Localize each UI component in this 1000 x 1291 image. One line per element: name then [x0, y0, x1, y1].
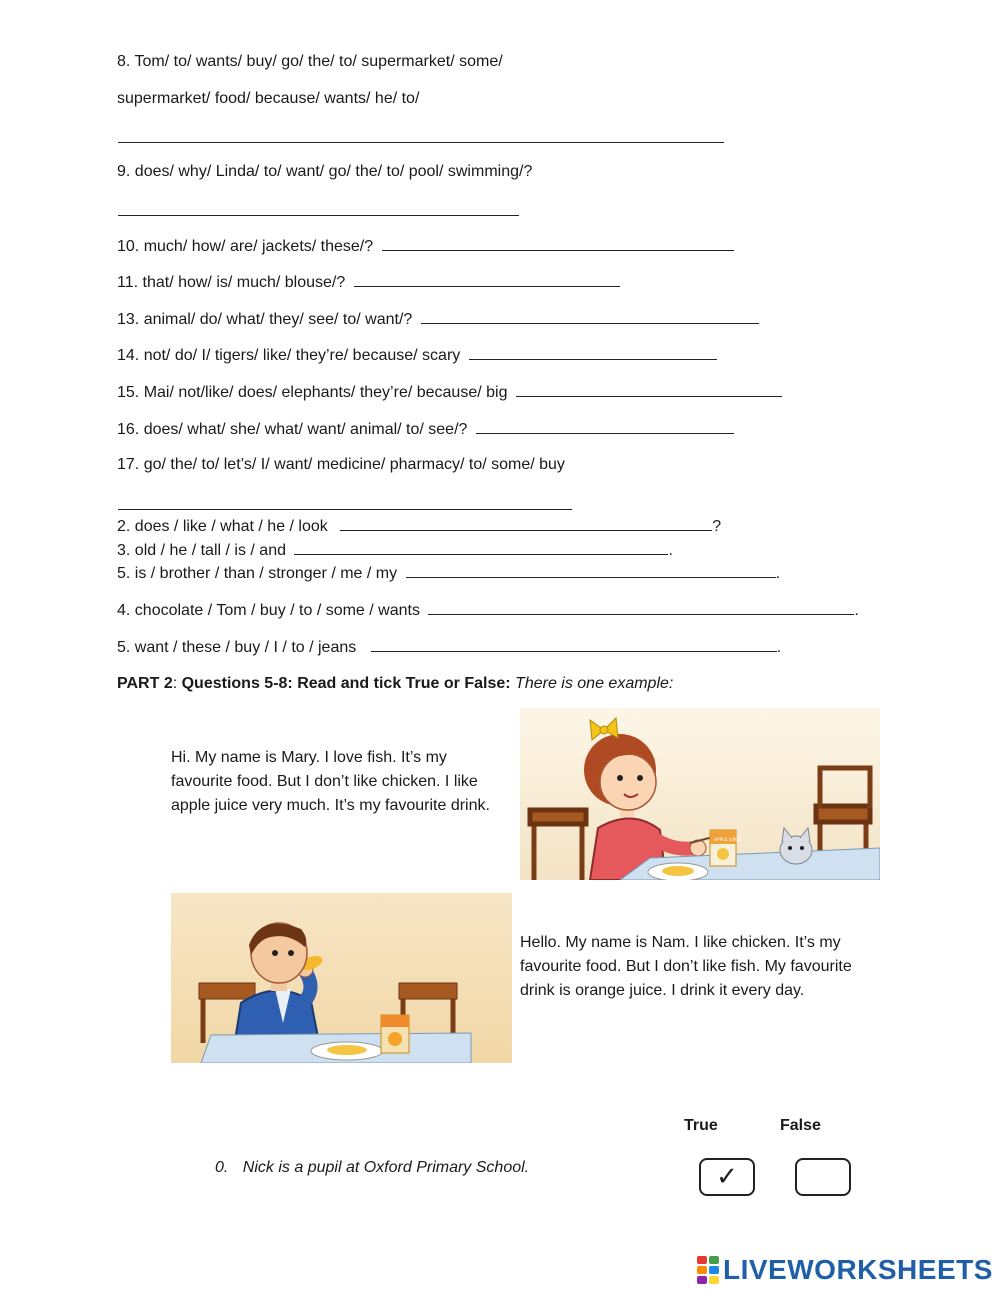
question-2a [117, 516, 721, 537]
juice-box-label: APPLE JUICE [714, 838, 742, 843]
question-14-text: 14. not/ do/ I/ tigers/ like/ they’re/ because/ scary [117, 347, 461, 364]
answer-line-15[interactable] [516, 382, 782, 397]
logo-text: LIVEWORKSHEETS [723, 1254, 993, 1285]
question-16-text: 16. does/ what/ she/ what/ want/ animal/ to/ see/? [117, 421, 468, 438]
logo-blocks-icon [697, 1256, 719, 1284]
question-4-end: . [854, 602, 859, 619]
question-8-line-1: 8. Tom/ to/ wants/ buy/ go/ the/ to/ supermarket/ some/ [117, 53, 503, 70]
answer-line-3[interactable] [294, 540, 668, 555]
question-9: 9. does/ why/ Linda/ to/ want/ go/ the/ to/ pool/ swimming/? [117, 163, 533, 180]
question-3 [117, 540, 673, 561]
question-14 [117, 345, 717, 366]
part2-colon: : [172, 675, 182, 692]
question-4 [117, 600, 859, 621]
answer-line-16[interactable] [476, 419, 734, 434]
part2-instruction: Questions 5-8: Read and tick True or False: [181, 675, 511, 692]
question-3-text: 3. old / he / tall / is / and [117, 542, 286, 559]
question-10 [117, 236, 734, 257]
question-5a-end: . [775, 565, 781, 582]
answer-line-11[interactable] [354, 272, 620, 287]
question-8-line-2: supermarket/ food/ because/ wants/ he/ to/ [117, 90, 420, 107]
question-15 [117, 382, 782, 403]
question-2a-end: ? [712, 518, 722, 535]
example-statement-text: Nick is a pupil at Oxford Primary School. [242, 1159, 530, 1176]
answer-line-14[interactable] [469, 345, 717, 360]
question-2a-text: 2. does / like / what / he / look [117, 518, 328, 535]
question-10-text: 10. much/ how/ are/ jackets/ these/? [117, 238, 374, 255]
part2-example-note: There is one example: [510, 675, 674, 692]
question-5a [117, 563, 780, 584]
question-5b-end: . [776, 639, 782, 656]
false-column-heading: False [780, 1117, 821, 1134]
question-5a-text: 5. is / brother / than / stronger / me / my [117, 565, 398, 582]
question-17: 17. go/ the/ to/ let’s/ I/ want/ medicine/ pharmacy/ to/ some/ buy [117, 456, 565, 473]
question-11 [117, 272, 620, 293]
question-3-end: . [668, 542, 673, 559]
mary-paragraph: Hi. My name is Mary. I love fish. It’s my favourite food. But I don’t like chicken. I like apple juice very much. It’s my favourite drink. [171, 749, 490, 814]
false-checkbox[interactable] [795, 1158, 851, 1196]
answer-line-4[interactable] [428, 600, 854, 615]
answer-line-10[interactable] [382, 236, 734, 251]
liveworksheets-logo [697, 1254, 993, 1286]
true-checkbox[interactable] [699, 1158, 755, 1196]
question-15-text: 15. Mai/ not/like/ does/ elephants/ they’re/ because/ big [117, 384, 508, 401]
example-number: 0. [215, 1159, 229, 1176]
nam-eating-illustration [171, 893, 512, 1063]
answer-line-8[interactable] [118, 142, 724, 143]
answer-line-9[interactable] [118, 215, 519, 216]
question-13-text: 13. animal/ do/ what/ they/ see/ to/ want/? [117, 311, 413, 328]
question-11-text: 11. that/ how/ is/ much/ blouse/? [117, 274, 346, 291]
nam-paragraph: Hello. My name is Nam. I like chicken. It’s my favourite food. But I don’t like fish. My favourite drink is orange juice. I drink it every day. [520, 934, 852, 999]
example-statement [215, 1158, 529, 1178]
answer-line-13[interactable] [421, 309, 759, 324]
question-16 [117, 419, 734, 440]
question-13 [117, 309, 759, 330]
answer-line-2a[interactable] [340, 516, 712, 531]
answer-line-5a[interactable] [406, 563, 776, 578]
checkmark-icon: ✓ [716, 1162, 738, 1192]
answer-line-17[interactable] [118, 509, 572, 510]
answer-line-5b[interactable] [371, 637, 777, 652]
question-5b [117, 637, 781, 658]
question-4-text: 4. chocolate / Tom / buy / to / some / wants [117, 602, 420, 619]
true-column-heading: True [684, 1117, 718, 1134]
part2-label: PART 2 [117, 675, 173, 692]
question-5b-text: 5. want / these / buy / I / to / jeans [117, 639, 357, 656]
mary-eating-illustration [520, 708, 880, 880]
part2-heading [117, 674, 673, 694]
